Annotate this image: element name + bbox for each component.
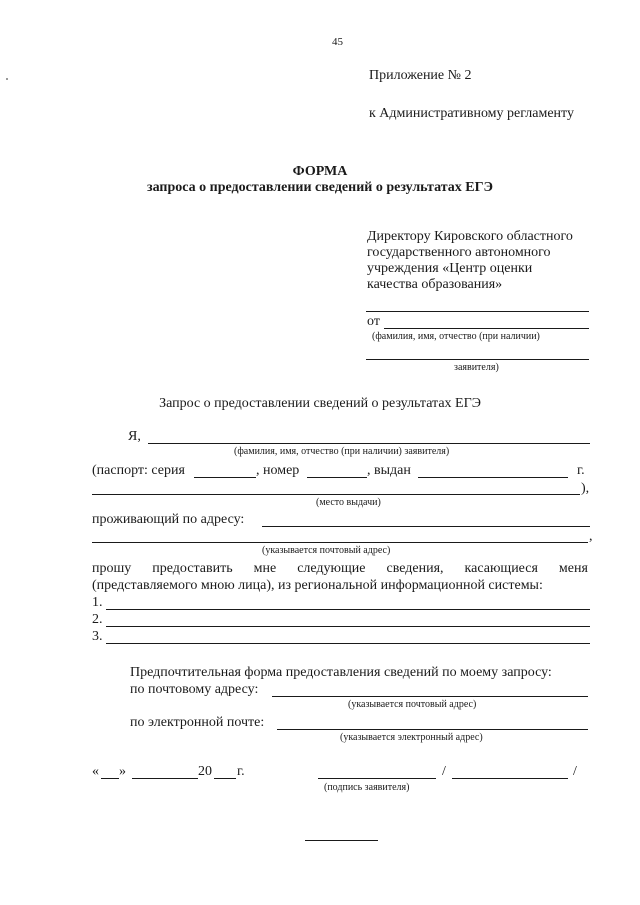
- request-word: прошу: [92, 561, 132, 576]
- addressee-line1: Директору Кировского областного: [367, 229, 573, 244]
- request-word: сведения,: [386, 561, 444, 576]
- item-number-1: 1.: [92, 595, 103, 610]
- addressee-line2: государственного автономного: [367, 245, 551, 260]
- preferred-heading: Предпочтительная форма предоставления сведений по моему запросу:: [130, 665, 552, 680]
- signature-slash-2: /: [573, 764, 577, 779]
- item-number-2: 2.: [92, 612, 103, 627]
- request-word: мне: [253, 561, 277, 576]
- item-line-2[interactable]: [106, 626, 590, 627]
- signature-slash-1: /: [442, 764, 446, 779]
- fio-line[interactable]: [148, 443, 590, 444]
- appendix-line1: Приложение № 2: [369, 68, 472, 83]
- residing-label: проживающий по адресу:: [92, 512, 245, 527]
- applicant-name-line[interactable]: [366, 359, 589, 360]
- i-label: Я,: [128, 429, 141, 444]
- signature-line[interactable]: [318, 778, 436, 779]
- email-label: по электронной почте:: [130, 715, 265, 730]
- request-word: меня: [558, 561, 588, 576]
- postal-address-caption: (указывается почтовый адрес): [348, 699, 477, 710]
- item-number-3: 3.: [92, 629, 103, 644]
- request-title: Запрос о предоставлении сведений о результатах ЕГЭ: [159, 396, 481, 411]
- addressee-caption-applicant: заявителя): [454, 362, 499, 373]
- issue-place-paren-close: ),: [581, 481, 590, 496]
- postal-caption: (указывается почтовый адрес): [262, 545, 391, 556]
- footer-separator: [305, 840, 378, 841]
- fio-caption: (фамилия, имя, отчество (при наличии) заявителя): [234, 446, 450, 457]
- email-caption: (указывается электронный адрес): [340, 732, 483, 743]
- item-line-3[interactable]: [106, 643, 590, 644]
- date-quote-close: »: [119, 764, 126, 779]
- postal-address-line[interactable]: [272, 696, 588, 697]
- passport-issued-label: , выдан: [367, 463, 411, 478]
- passport-number-line[interactable]: [307, 477, 367, 478]
- addressee-line4: качества образования»: [367, 277, 503, 292]
- date-year-suffix: г.: [237, 764, 245, 779]
- passport-number-label: , номер: [256, 463, 300, 478]
- addressee-blank-line[interactable]: [366, 311, 589, 312]
- residing-comma: ,: [589, 529, 593, 544]
- item-line-1[interactable]: [106, 609, 590, 610]
- date-quote-open: «: [92, 764, 99, 779]
- addressee-line3: учреждения «Центр оценки: [367, 261, 533, 276]
- passport-issued-line[interactable]: [418, 477, 568, 478]
- issue-place-caption: (место выдачи): [316, 497, 381, 508]
- date-year-line[interactable]: [214, 778, 236, 779]
- date-month-line[interactable]: [132, 778, 198, 779]
- scan-dot: [6, 78, 8, 80]
- addressee-caption-fio: (фамилия, имя, отчество (при наличии): [372, 331, 540, 342]
- date-year-prefix: 20: [198, 764, 212, 779]
- email-line[interactable]: [277, 729, 588, 730]
- page-number: 45: [332, 36, 343, 48]
- residing-address-line2[interactable]: [92, 542, 588, 543]
- request-word: касающиеся: [464, 561, 538, 576]
- request-line2: (представляемого мною лица), из региональной информационной системы:: [92, 578, 543, 593]
- signature-decode-line[interactable]: [452, 778, 568, 779]
- form-title: ФОРМА: [292, 164, 348, 179]
- postal-label: по почтовому адресу:: [130, 682, 259, 697]
- passport-series-line[interactable]: [194, 477, 256, 478]
- request-word: предоставить: [152, 561, 233, 576]
- request-word: следующие: [297, 561, 366, 576]
- issued-year-suffix: г.: [577, 463, 585, 478]
- passport-series-label: (паспорт: серия: [92, 463, 185, 478]
- signature-caption: (подпись заявителя): [324, 782, 410, 793]
- appendix-line2: к Административному регламенту: [369, 106, 574, 121]
- form-subtitle: запроса о предоставлении сведений о результатах ЕГЭ: [146, 180, 494, 195]
- date-day-line[interactable]: [101, 778, 119, 779]
- request-line1: [92, 561, 588, 577]
- from-label: от: [367, 314, 380, 329]
- issue-place-line[interactable]: [92, 494, 580, 495]
- from-name-line[interactable]: [384, 328, 589, 329]
- residing-address-line[interactable]: [262, 526, 590, 527]
